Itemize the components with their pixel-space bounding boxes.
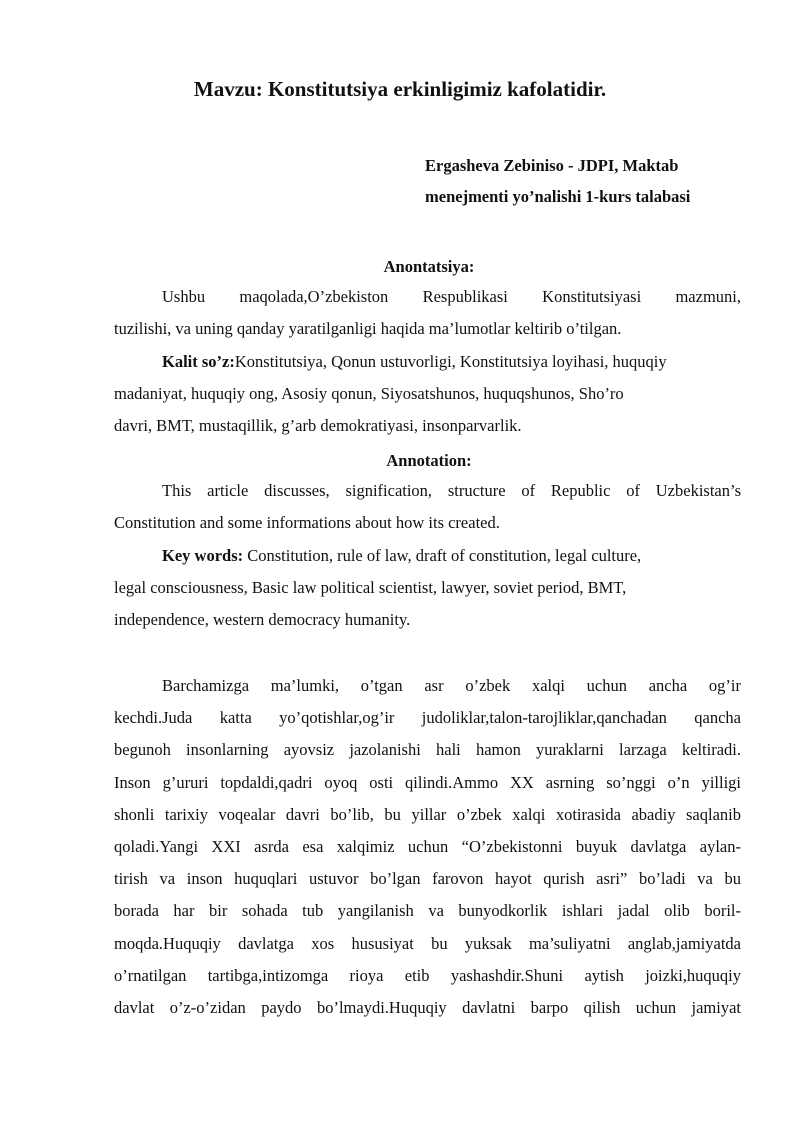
- annotation-uz-heading: Anontatsiya:: [383, 257, 475, 276]
- keywords-uz-line-3: davri, BMT, mustaqillik, g’arb demokratiyasi, insonparvarlik.: [114, 416, 522, 436]
- annotation-en-heading: Annotation:: [386, 451, 472, 470]
- keywords-en-text: Constitution, rule of law, draft of constitution, legal culture,: [243, 546, 642, 565]
- keywords-uz-label: Kalit so’z:: [162, 352, 235, 371]
- body-line: Barchamizga ma’lumki, o’tgan asr o’zbek xalqi uchun ancha og’ir: [162, 676, 741, 695]
- annotation-en-line-1: This article discusses, signification, structure of Republic of Uzbekistan’s: [162, 481, 741, 500]
- body-line: begunoh insonlarning ayovsiz jazolanishi hali hamon yuraklarni larzaga keltiradi.: [114, 740, 741, 760]
- keywords-en-label: Key words:: [162, 546, 244, 565]
- body-line: davlat o’z-o’zidan paydo bo’lmaydi.Huquqiy davlatni barpo qilish uchun jamiyat: [114, 998, 741, 1018]
- keywords-en-line-2: legal consciousness, Basic law political scientist, lawyer, soviet period, BMT,: [114, 578, 627, 598]
- annotation-en-paragraph: [114, 475, 741, 539]
- keywords-uz-paragraph: [114, 346, 741, 443]
- annotation-en-line-2: Constitution and some informations about how its created.: [114, 513, 500, 533]
- author-line-2: menejmenti yo’nalishi 1-kurs talabasi: [425, 187, 691, 206]
- annotation-uz-line-2: tuzilishi, va uning qanday yaratilganligi haqida ma’lumotlar keltirib o’tilgan.: [114, 319, 622, 339]
- keywords-uz-line-2: madaniyat, huquqiy ong, Asosiy qonun, Siyosatshunos, huquqshunos, Sho’ro: [114, 384, 624, 404]
- body-line: o’rnatilgan tartibga,intizomga rioya etib yashashdir.Shuni aytish joizki,huquqiy: [114, 965, 741, 985]
- article-title: Mavzu: Konstitutsiya erkinligimiz kafolatidir.: [193, 77, 607, 101]
- body-line: borada har bir sohada tub yangilanish va bunyodkorlik ishlari jadal olib boril-: [114, 901, 741, 921]
- annotation-uz-line-1: Ushbu maqolada,O’zbekiston Respublikasi Konstitutsiyasi mazmuni,: [162, 287, 741, 306]
- body-line: shonli tarixiy voqealar davri bo’lib, bu yillar o’zbek xalqi xotirasida abadiy saqlanib: [114, 804, 741, 824]
- keywords-uz-line-1: [114, 346, 741, 378]
- body-paragraph: [114, 670, 741, 1024]
- body-line: moqda.Huquqiy davlatga xos hususiyat bu yuksak ma’suliyatni anglab,jamiyatda: [114, 933, 741, 953]
- keywords-uz-text: Konstitutsiya, Qonun ustuvorligi, Konstitutsiya loyihasi, huquqiy: [234, 352, 667, 371]
- body-line: qoladi.Yangi XXI asrda esa xalqimiz uchun “O’zbekistonni buyuk davlatga aylan-: [114, 837, 741, 857]
- body-line: kechdi.Juda katta yo’qotishlar,og’ir judoliklar,talon-tarojliklar,qanchadan qancha: [114, 708, 741, 728]
- annotation-uz-paragraph: [114, 281, 741, 345]
- body-line: Inson g’ururi topdaldi,qadri oyoq osti qilindi.Ammo XX asrning so’nggi o’n yilligi: [114, 772, 741, 792]
- keywords-en-line-3: independence, western democracy humanity.: [114, 610, 411, 630]
- keywords-en-paragraph: [114, 540, 741, 637]
- keywords-en-line-1: [114, 540, 741, 572]
- author-block: [425, 150, 765, 212]
- author-line-1: Ergasheva Zebiniso - JDPI, Maktab: [425, 156, 679, 175]
- body-line: tirish va inson huquqlari ustuvor bo’lgan farovon hayot qurish asri” bo’ladi va bu: [114, 869, 741, 889]
